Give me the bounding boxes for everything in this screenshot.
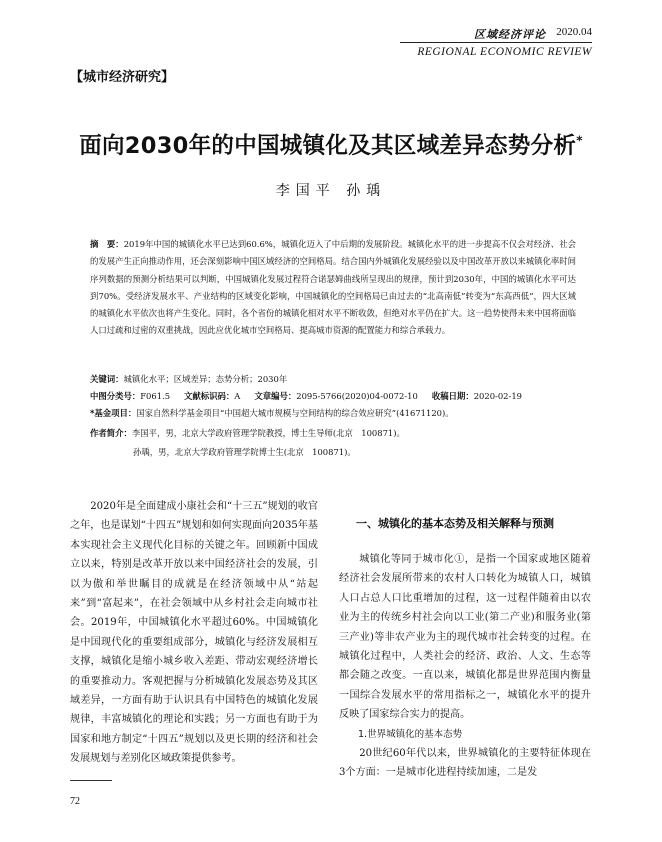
- article-meta: [90, 388, 590, 405]
- article-number-label: 文章编号：: [254, 391, 297, 401]
- author-intro-line2: 孙瑀，男，北京大学政府管理学院博士生(北京 100871)。: [133, 447, 356, 457]
- journal-name-cn: 区域经济评论: [474, 28, 546, 41]
- right-column: [339, 550, 591, 783]
- doc-code-value: A: [234, 391, 241, 401]
- body-paragraph-1: 城镇化等同于城市化①，是指一个国家或地区随着经济社会发展所带来的农村人口转化为城镇人口，城镇人口占总人口比重增加的过程，这一过程伴随着由以农业为主的传统乡村社会向以工业(第二产业)和服务业(第三产业)等非农产业为主的现代城市社会转变的过程。在城镇化过程中，人类社会的经济、政治、人文、生态等都会随之改变。一直以来，城镇化都是世界范围内衡量一国综合发展水平的常用指标之一，城镇化水平的提升反映了国家综合实力的提高。: [339, 554, 591, 721]
- clc-value: F061.5: [140, 391, 171, 401]
- keywords-text: 城镇化水平；区域差异；态势分析；2030年: [123, 374, 288, 384]
- article-title: [60, 128, 602, 160]
- received-date-label: 收稿日期：: [431, 391, 474, 401]
- author-intro: [90, 425, 590, 442]
- journal-name-en: REGIONAL ECONOMIC REVIEW: [417, 46, 592, 58]
- fund-text: 国家自然科学基金项目“中国超大城市规模与空间结构的综合效应研究”(41671120)。: [136, 408, 454, 418]
- page-number: 72: [70, 796, 80, 807]
- abstract-text: 2019年中国的城镇化水平已达到60.6%，城镇化迈入了中后期的发展阶段。城镇化水平的进一步提高不仅会对经济、社会的发展产生正向推动作用，还会深刻影响中国区域经济的空间格局。结合国内外城镇化发展经验以及中国改革开放以来城镇化率时间序列数据的预测分析结果可以判断，中国城镇化发展过程符合诺瑟姆曲线所呈现出的规律，预计到2030年，中国的城镇化水平可达到70%。受经济发展水平、产业结构的区域变化影响，中国城镇化的空间格局已由过去的“北高南低”转变为“东高西低”，四大区域的城镇化水平依次也将产生变化。同时，各个省份的城镇化相对水平不断收敛，但绝对水平仍在扩大。这一趋势使得未来中国将面临人口过疏和过密的双重挑战，因此应优化城市空间格局、提高城市资源的配置能力和综合承载力。: [90, 239, 577, 336]
- abstract-label: 摘 要：: [90, 239, 124, 249]
- header-rule: [400, 42, 592, 43]
- issue-number: 2020.04: [556, 26, 592, 38]
- abstract: [90, 236, 576, 340]
- received-date-value: 2020-02-19: [473, 391, 522, 401]
- title-footnote-mark: *: [576, 133, 583, 148]
- authors: 李国平 孙瑀: [275, 183, 387, 199]
- intro-paragraph: 2020年是全面建成小康社会和“十三五”规划的收官之年，也是谋划“十四五”规划和如何实现面向2035年基本实现社会主义现代化目标的关键之年。回顾新中国成立以来，特别是改革开放以来中国经济社会的发展，引以为傲和举世瞩目的成就是在经济领域中从“站起来”到“富起来”，在社会领域中从乡村社会走向城市社会。2019年，中国城镇化水平超过60%。中国城镇化是中国现代化的重要组成部分，城镇化与经济发展相互支撑，城镇化是缩小城乡收入差距、带动宏观经济增长的重要推动力。客观把握与分析城镇化发展态势及其区域差异，一方面有助于认识具有中国特色的城镇化发展规律，丰富城镇化的理论和实践；另一方面也有助于为国家和地方制定“十四五”规划以及更长期的经济和社会发展规划与差别化区域政策提供参考。: [70, 501, 318, 765]
- footnote-rule: [70, 780, 112, 781]
- fund-label: *基金项目：: [90, 408, 137, 418]
- keywords-label: 关键词：: [90, 374, 124, 384]
- left-column: [70, 497, 318, 769]
- author-intro-label: 作者简介：: [90, 428, 132, 438]
- doc-code-label: 文献标识码：: [184, 391, 235, 401]
- author-intro-line1: 李国平，男，北京大学政府管理学院教授，博士生导师(北京 100871)。: [131, 428, 405, 438]
- section-heading: 一、城镇化的基本态势及相关解释与预测: [356, 517, 554, 530]
- article-title-text: 面向2030年的中国城镇化及其区域差异态势分析: [79, 133, 577, 159]
- keywords: [90, 371, 590, 388]
- article-number-value: 2095-5766(2020)04-0072-10: [296, 391, 418, 401]
- body-paragraph-2: 20世纪60年代以来，世界城镇化的主要特征体现在3个方面：一是城市化进程持续加速，二是发: [339, 748, 591, 779]
- subsection-heading: 1.世界城镇化的基本态势: [358, 728, 463, 740]
- fund-info: [90, 405, 590, 422]
- section-tag: 【城市经济研究】: [70, 70, 175, 85]
- clc-label: 中图分类号：: [90, 391, 141, 401]
